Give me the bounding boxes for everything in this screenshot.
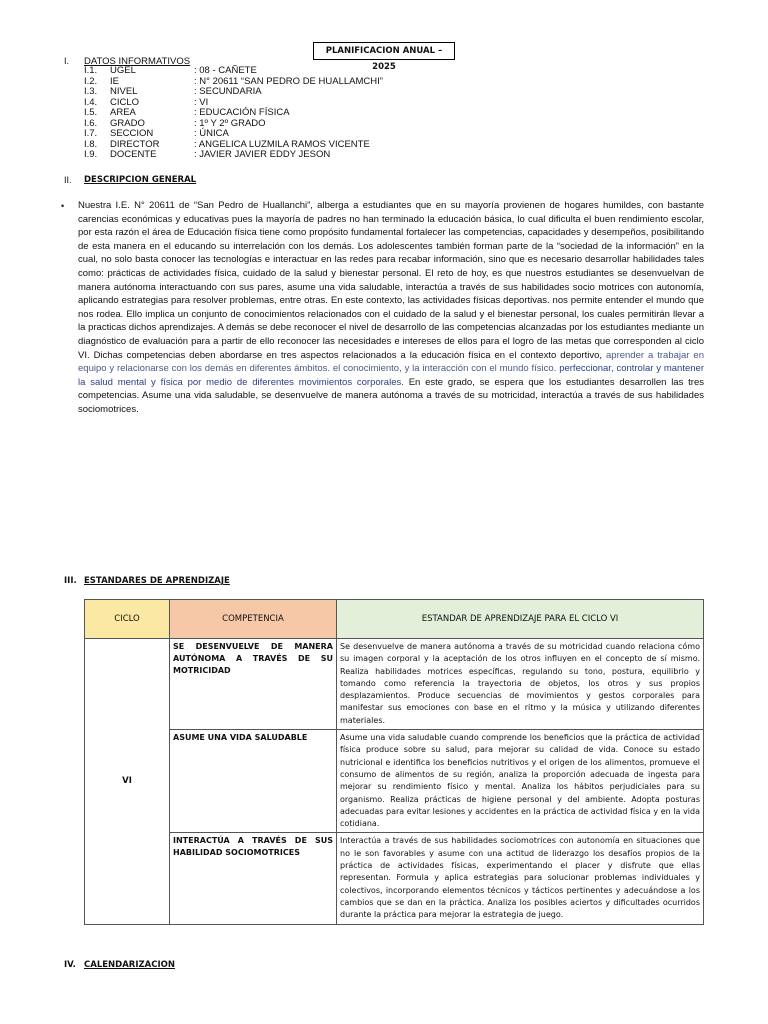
section-4-number: IV. [64,960,76,970]
info-number: I.4. [84,96,98,108]
info-value: : ANGELICA LUZMILA RAMOS VICENTE [194,138,370,150]
info-label: AREA [110,107,136,118]
info-number: I.3. [84,86,98,97]
section-1-title: DATOS INFORMATIVOS [84,56,191,67]
section-3-number: III. [64,576,77,586]
description-text-3: perfeccionar, controlar y mantener la salud mental y física por medio de diferentes movimientos corporales. [78,363,704,388]
standards-table [84,599,704,925]
info-number: I.2. [84,75,98,87]
info-label: DOCENTE [110,149,157,160]
info-value: : 1º Y 2º GRADO [194,117,266,129]
header-estandar: ESTANDAR DE APRENDIZAJE PARA EL CICLO VI [337,600,704,639]
description-text-2: aprender a trabajar en equipo y relacionarse con los demás en diferentes ámbitos. el conocimiento, y la interacción con el mundo físico. [78,349,704,375]
info-number: I.6. [84,117,98,129]
info-label: UGEL [110,65,136,76]
info-value: : JAVIER JAVIER EDDY JESON [194,149,331,160]
section-2-number: II. [64,175,72,185]
table-row [85,730,704,833]
info-label: CICLO [110,96,140,108]
info-value: : 08 - CAÑETE [194,65,257,76]
info-number: I.8. [84,138,98,150]
info-number: I.1. [84,65,98,76]
info-value: : VI [194,96,209,108]
document-title: PLANIFICACION ANUAL – 2025 [313,42,455,60]
info-label: IE [110,75,119,87]
competencia-cell: ASUME UNA VIDA SALUDABLE [170,730,337,833]
header-competencia: COMPETENCIA [170,600,337,639]
section-1-number: I. [64,56,70,66]
competencia-cell: SE DESENVUELVE DE MANERA AUTÓNOMA A TRAVÉS DE SU MOTRICIDAD [170,639,337,730]
info-label: DIRECTOR [110,138,160,150]
header-ciclo: CICLO [85,600,170,639]
table-header-row [85,600,704,639]
info-number: I.7. [84,128,98,139]
estandar-cell: Asume una vida saludable cuando comprende los beneficios que la práctica de actividad física produce sobre su salud, para mejorar su calidad de vida. Conoce su estado nutricional e identifica los beneficios nutritivos y el origen de los alimentos, promueve el consumo de alimentos de su región, analiza la proporción adecuada de ingesta para mejorar su rendimiento físico y mental. Analiza los hábitos perjudiciales para su organismo. Realiza prácticas de higiene personal y del ambiente. Adopta posturas adecuadas para evitar lesiones y accidentes en la práctica de actividad física y en la vida cotidiana. [337,730,704,833]
section-4-title: CALENDARIZACION [84,960,175,970]
info-label: SECCION [110,128,154,139]
info-number: I.9. [84,149,98,160]
info-value: : SECUNDARIA [194,86,262,97]
estandar-cell: Se desenvuelve de manera autónoma a través de su motricidad cuando relaciona cómo su imagen corporal y la aceptación de los otros influyen en el concepto de sí mismo. Realiza habilidades motrices específicas, regulando su tono, postura, equilibrio y tomando como referencia la trayectoria de objetos, los otros y sus propios desplazamientos. Produce secuencias de movimientos y gestos corporales para manifestar sus emociones con base en el ritmo y la música y utilizando diferentes materiales. [337,639,704,730]
estandar-cell: Interactúa a través de sus habilidades sociomotrices con autonomía en situaciones que no le son favorables y asume con una actitud de liderazgo los desafíos propios de la práctica de actividades físicas, experimentando el placer y disfrute que ellas representan. Formula y aplica estrategias para solucionar problemas individuales y colectivos, incorporando elementos técnicos y tácticos pertinentes y adecuándose a los cambios que se dan en la práctica. Analiza los posibles aciertos y dificultades ocurridos durante la práctica para mejorar la estrategia de juego. [337,833,704,924]
info-label: NIVEL [110,86,138,97]
description-paragraph [78,199,704,417]
info-value: : EDUCACIÓN FÍSICA [194,107,290,118]
ciclo-cell: VI [85,639,170,925]
description-text-1: Nuestra I.E. N° 20611 de “San Pedro de Huallanchi”, alberga a estudiantes que en su mayoría provienen de hogares humildes, con bastante carencias económicas y educativas pues la mayoría de padres no han terminado la educación básica, lo cual dificulta el buen rendimiento escolar, por esta razón el área de Educación física tiene como propósito fundamental fortalecer las competencias, capacidades y desempeños, posibilitando de esta manera en el educando su interrelación con los demás. Los adolescentes también forman parte de la “sociedad de la información” en la cual, no solo basta conocer las tecnologías e interactuar en las redes para recabar información, sino que es necesario desarrollar habilidades tales como: prácticas de actividades física, cuidado de la salud y bienestar personal. El reto de hoy, es que nuestros estudiantes se desenvuelvan de manera autónoma interactuando con sus pares, asume una vida saludable, interactúa a través de sus habilidades socio motrices con autonomía, aplicando estrategias para resolver problemas, entre otras. En este contexto, las actividades físicas deportivas. nos permite entender el mundo que nos rodea. Ello implica un conjunto de conocimientos relacionados con el cuidado de la salud y el bienestar personal, los cuales permitirán llevar a la practicas dichos aprendizajes. A demás se debe reconocer el nivel de desarrollo de las competencias alcanzadas por los estudiantes mediante un diagnóstico de evaluación para a partir de ello reconocer las necesidades e intereses de ellos para el logro de las metas que corresponden al ciclo VI. Dichas competencias deben abordarse en tres aspectos relacionados a la educación física en el contexto deportivo, [78,200,704,361]
info-label: GRADO [110,117,145,129]
table-row [85,639,704,730]
info-value: : ÚNICA [194,128,229,139]
description-text-4: En este grado, se espera que los estudiantes desarrollen las tres competencias. Asume una vida saludable, se desenvuelve de manera autónoma a través de su motricidad, interactúa a través de sus habilidades sociomotrices. [78,376,704,415]
bullet-icon: • [61,201,65,211]
info-value: : N° 20611 “SAN PEDRO DE HUALLAMCHI” [194,75,383,87]
table-row [85,833,704,924]
competencia-cell: INTERACTÚA A TRAVÉS DE SUS HABILIDAD SOCIOMOTRICES [170,833,337,924]
info-number: I.5. [84,107,98,118]
section-2-title: DESCRIPCION GENERAL [84,175,197,185]
section-3-title: ESTANDARES DE APRENDIZAJE [84,576,230,586]
